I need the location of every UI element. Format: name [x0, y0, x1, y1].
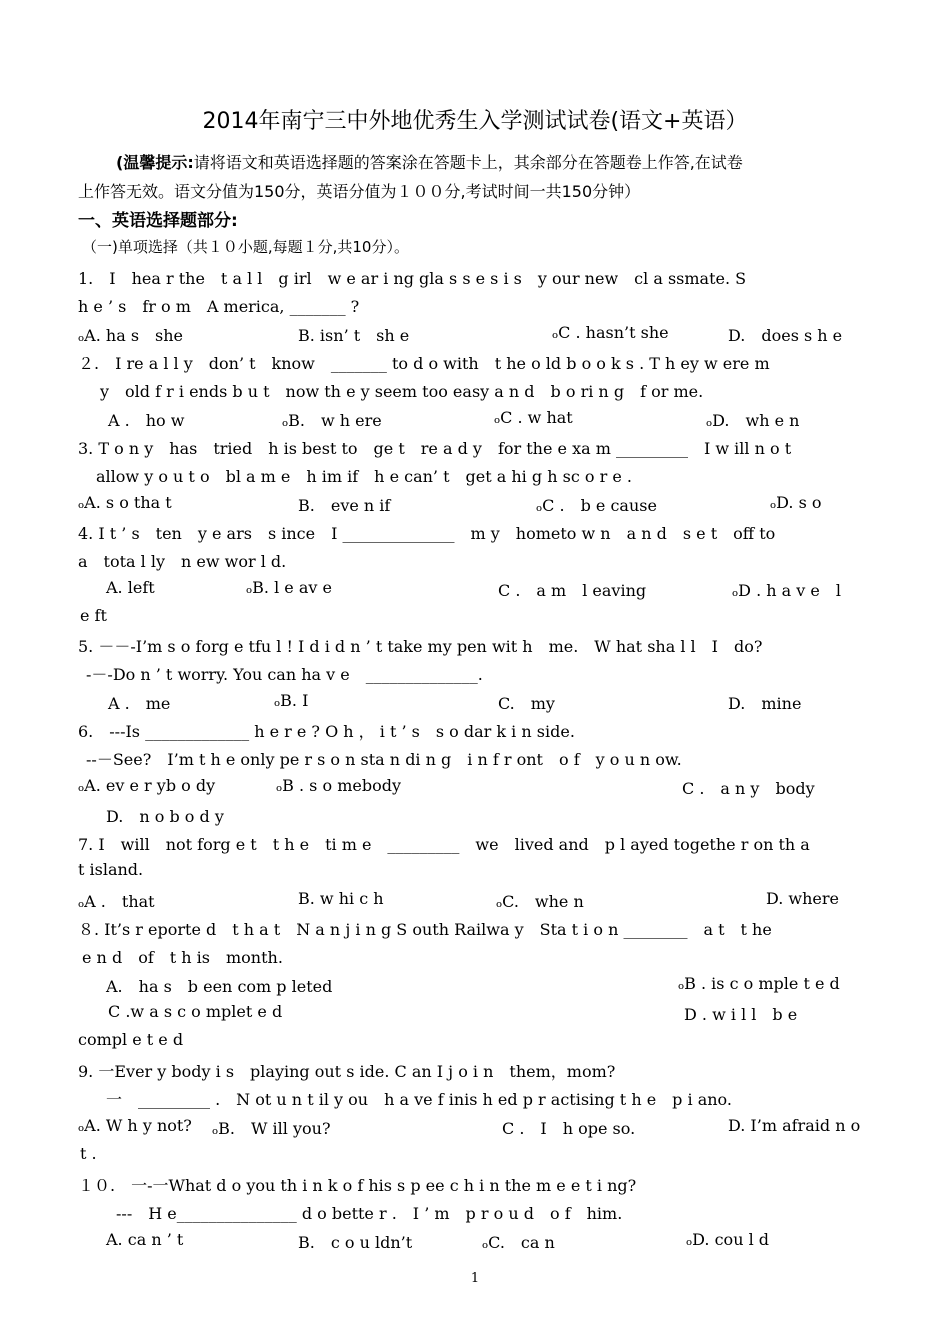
q2-line-2: y old f r i ends b u t now th e y seem too easy a n d b o ri n g f or me.	[100, 382, 704, 401]
q7-line-2: t island.	[78, 860, 144, 879]
q1-line-2: h e ’ s fr o m A merica, _______ ?	[78, 297, 360, 316]
notice-label: (温馨提示:	[116, 153, 194, 172]
notice-text-2: 上作答无效。语文分值为150分，英语分值为１００分,考试时间一共150分钟）	[78, 182, 641, 201]
section-heading: 一、英语选择题部分:	[78, 211, 238, 231]
q8-option-d: D . w i l l b e	[684, 1005, 798, 1024]
q5-option-c: C. my	[498, 694, 555, 713]
q9-option-a: ₒA. W h y not?	[78, 1116, 192, 1135]
q8-option-d-wrap: compl e t e d	[78, 1030, 184, 1049]
q8-line-2: e n d of t h is month.	[82, 948, 283, 967]
q8-line-1: ８. It’s r eporte d t h a t N a n j i n g S outh Railwa y Sta t i o n ________ a t t he	[78, 920, 772, 939]
q1-option-b: B. isn’ t sh e	[298, 326, 410, 345]
page-title: 2014年南宁三中外地优秀生入学测试试卷(语文+英语）	[202, 109, 748, 134]
q9-option-c: C . I h ope so.	[502, 1119, 636, 1138]
q10-option-a: A. ca n ’ t	[106, 1230, 184, 1249]
q7-option-c: ₒC. whe n	[496, 892, 584, 911]
q10-line-2: --- H e_______________ d o bette r . I ’ m p r o u d o f him.	[116, 1204, 623, 1223]
q4-option-c: C . a m l eaving	[498, 581, 647, 600]
q3-line-1: 3. T o n y has tried h is best to ge t re a d y for the e xa m _________ I w ill n o t	[78, 439, 792, 458]
q10-option-c: ₒC. ca n	[482, 1233, 555, 1252]
q3-option-b: B. eve n if	[298, 496, 391, 515]
q1-option-a: ₒA. ha s she	[78, 326, 184, 345]
q6-line-1: 6. ---Is _____________ h e r e ? O h ， i t ’ s s o dar k i n side.	[78, 722, 575, 741]
q7-line-1: 7. I will not forg e t t h e ti m e _________ we lived and p l ayed togethe r on th a	[78, 835, 810, 854]
q7-option-b: B. w hi c h	[298, 889, 384, 908]
q4-option-b: ₒB. l e av e	[246, 578, 332, 597]
q9-option-b: ₒB. W ill you?	[212, 1119, 331, 1138]
page-number: 1	[470, 1271, 480, 1286]
q8-option-c: C .w a s c o mplet e d	[108, 1002, 283, 1021]
q10-option-b: B. c o u ldn’t	[298, 1233, 413, 1252]
q3-option-d: ₒD. s o	[770, 493, 822, 512]
q9-option-d: D. I’m afraid n o	[728, 1116, 861, 1135]
q1-option-d: D. does s h e	[728, 326, 843, 345]
q9-option-d-wrap: t .	[80, 1144, 97, 1163]
q6-option-c: C . a n y body	[682, 779, 815, 798]
q3-option-a: ₒA. s o tha t	[78, 493, 172, 512]
q2-option-c: ₒC . w hat	[494, 408, 573, 427]
q10-line-1: １０. 一-一What d o you th i n k o f his s p ee c h i n the m e e t i ng?	[78, 1176, 637, 1195]
notice-text-1: 请将语文和英语选择题的答案涂在答题卡上，其余部分在答题卷上作答,在试卷	[193, 153, 743, 172]
q2-line-1: ２. I re a l l y don’ t know _______ to d o with t he o ld b o o k s . T h ey w ere m	[78, 354, 770, 373]
notice-block	[78, 148, 878, 206]
q5-option-b: ₒB. I	[274, 691, 309, 710]
q6-option-d: D. n o b o d y	[106, 807, 224, 826]
q6-line-2: --－See? I’m t h e only pe r s o n sta n di n g i n f r ont o f y o u n ow.	[86, 750, 682, 769]
q5-option-d: D. mine	[728, 694, 802, 713]
q8-option-b: ₒB . is c o mple t e d	[678, 974, 840, 993]
q9-line-1: 9. 一Ever y body i s playing out s ide. C an I j o i n them，mom?	[78, 1062, 616, 1081]
q5-line-2: -－-Do n ’ t worry. You can ha v e ______________.	[86, 665, 483, 684]
subsection-heading: （一)单项选择（共１０小题,每题１分,共10分）。	[82, 238, 409, 256]
q6-option-b: ₒB . s o mebody	[276, 776, 401, 795]
q4-option-a: A. left	[106, 578, 155, 597]
q4-line-1: 4. I t ’ s ten y e ars s ince I ______________ m y hometo w n a n d s e t off to	[78, 524, 776, 543]
q9-line-2: 一 _________ . N ot u n t il y ou h a ve f inis h ed p r actising t h e p i ano.	[106, 1090, 732, 1109]
q4-option-d: ₒD . h a v e l	[732, 581, 841, 600]
q4-line-2: a tota l ly n ew wor l d.	[78, 552, 287, 571]
q2-option-a: A . ho w	[108, 411, 185, 430]
q4-option-d-wrap: e ft	[80, 606, 107, 625]
q6-option-a: ₒA. ev e r yb o dy	[78, 776, 216, 795]
q7-option-d: D. where	[766, 889, 840, 908]
q5-option-a: A . me	[108, 694, 171, 713]
q8-option-a: A. ha s b een com p leted	[106, 977, 333, 996]
q3-option-c: ₒC . b e cause	[536, 496, 657, 515]
q2-option-b: ₒB. w h ere	[282, 411, 382, 430]
q10-option-d: ₒD. cou l d	[686, 1230, 770, 1249]
q2-option-d: ₒD. wh e n	[706, 411, 800, 430]
q5-line-1: 5. －－-I’m s o forg e tfu l ! I d i d n ’ t take my pen wit h me. W hat sha l l I do?	[78, 637, 763, 656]
q1-line-1: 1. I hea r the t a l l g irl w e ar i ng gla s s e s i s y our new cl a ssmate. S	[78, 269, 747, 288]
q1-option-c: ₒC . hasn’t she	[552, 323, 669, 342]
q3-line-2: allow y o u t o bl a m e h im if h e can’ t get a hi g h sc o r e .	[96, 467, 632, 486]
q7-option-a: ₒA . that	[78, 892, 155, 911]
